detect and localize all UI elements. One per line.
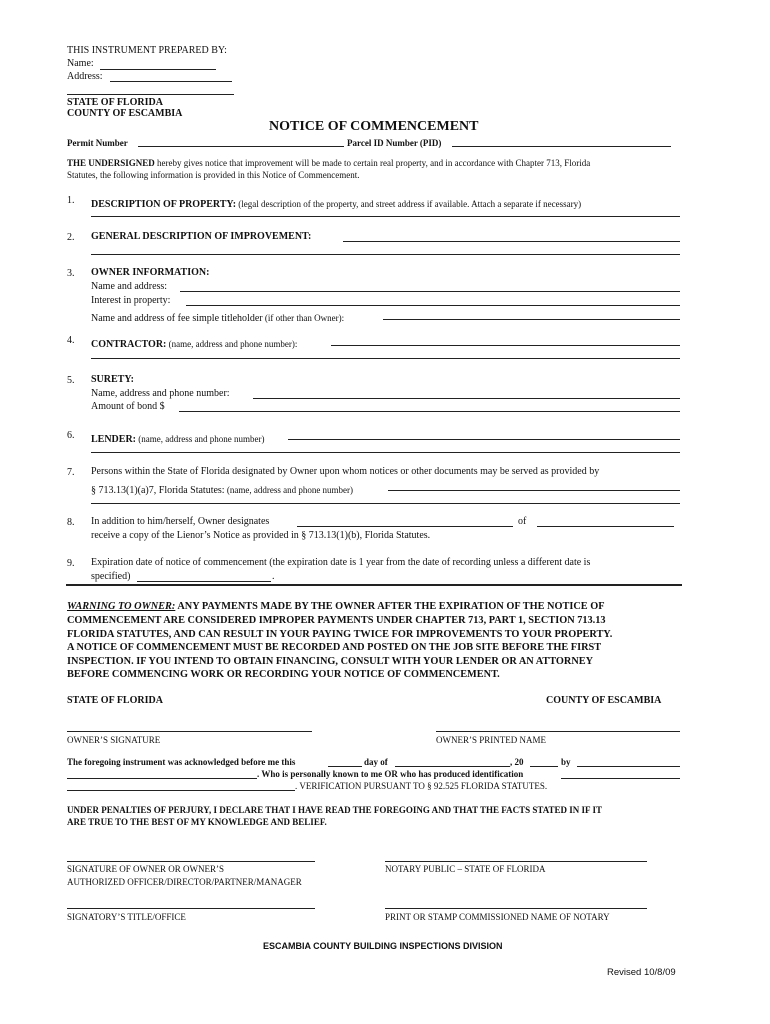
owner-signature-field[interactable] <box>67 731 312 732</box>
item3-fee-label <box>91 308 344 326</box>
sig-owner-label-1: SIGNATURE OF OWNER OR OWNER’S <box>67 864 224 874</box>
ack-id-type-field[interactable] <box>67 790 295 791</box>
item7-line-2 <box>91 480 353 498</box>
prepared-name-label: Name: <box>67 58 94 69</box>
sig-owner-label-2: AUTHORIZED OFFICER/DIRECTOR/PARTNER/MANAGER <box>67 877 302 887</box>
ack-line-1a: The foregoing instrument was acknowledged before me this <box>67 757 296 767</box>
footer-revised: Revised 10/8/09 <box>607 967 676 978</box>
prepared-address-line[interactable] <box>110 81 232 82</box>
item9-line-2: specified) <box>91 571 131 582</box>
designee-field-2[interactable] <box>91 503 680 504</box>
item3-name-label: Name and address: <box>91 281 168 292</box>
item6-heading <box>91 429 264 447</box>
ack-line-1c: , 20 <box>510 757 524 767</box>
item1-note: (legal description of the property, and street address if available. Attach a separate if necessary) <box>236 199 582 209</box>
prepared-heading: THIS INSTRUMENT PREPARED BY: <box>67 45 227 56</box>
item9-line-1: Expiration date of notice of commencement (the expiration date is 1 year from the date of recording unless a different date is <box>91 557 591 568</box>
item8-line-1: In addition to him/herself, Owner designates <box>91 516 270 527</box>
item2-field-2[interactable] <box>91 254 680 255</box>
section-divider <box>66 584 682 586</box>
expiration-date-field[interactable] <box>137 581 271 582</box>
ack-county: COUNTY OF ESCAMBIA <box>546 695 662 706</box>
warning-line-5: INSPECTION. IF YOU INTEND TO OBTAIN FINANCING, CONSULT WITH YOUR LENDER OR AN ATTORNEY <box>67 656 594 667</box>
header-state: STATE OF FLORIDA <box>67 97 163 108</box>
ack-month-field[interactable] <box>395 766 510 767</box>
warning-line-4: A NOTICE OF COMMENCEMENT MUST BE RECORDED AND POSTED ON THE JOB SITE BEFORE THE FIRST <box>67 642 602 653</box>
intro-line-1 <box>67 158 590 168</box>
item8-of: of <box>518 516 527 527</box>
footer-division: ESCAMBIA COUNTY BUILDING INSPECTIONS DIVISION <box>263 941 503 951</box>
ack-person-field[interactable] <box>67 778 257 779</box>
owner-signature-label: OWNER’S SIGNATURE <box>67 735 161 745</box>
item3-title: OWNER INFORMATION: <box>91 267 210 278</box>
ack-year-field[interactable] <box>530 766 558 767</box>
ack-line-1d: by <box>561 757 571 767</box>
interest-field[interactable] <box>186 305 680 306</box>
item1-heading <box>91 194 581 212</box>
notary-signature-line[interactable] <box>385 861 647 862</box>
prepared-address-line-2[interactable] <box>67 94 234 95</box>
ack-by-field[interactable] <box>577 766 680 767</box>
item8-line-2: receive a copy of the Lienor’s Notice as provided in § 713.13(1)(b), Florida Statutes. <box>91 530 431 541</box>
owner-designee-field[interactable] <box>297 526 513 527</box>
intro-bold-lead: THE UNDERSIGNED <box>67 158 155 168</box>
notary-name-line[interactable] <box>385 908 647 909</box>
item1-title: DESCRIPTION OF PROPERTY: <box>91 199 237 210</box>
ack-identification-field[interactable] <box>561 778 680 779</box>
intro-line-1-text: hereby gives notice that improvement will be made to certain real property, and in accordance with Chapter 713, Florida <box>154 158 591 168</box>
owner-designee-of-field[interactable] <box>537 526 674 527</box>
owner-name-field[interactable] <box>180 291 680 292</box>
surety-field[interactable] <box>253 398 680 399</box>
warning-line-2: COMMENCEMENT ARE CONSIDERED IMPROPER PAYMENTS UNDER CHAPTER 713, PART 1, SECTION 713.13 <box>67 615 606 626</box>
warning-line-6: BEFORE COMMENCING WORK OR RECORDING YOUR NOTICE OF COMMENCEMENT. <box>67 669 500 680</box>
item5-title: SURETY: <box>91 374 134 385</box>
ack-line-1b: day of <box>364 757 388 767</box>
item-number: 6. <box>67 430 75 441</box>
ack-line-2: . Who is personally known to me OR who has produced identification <box>257 769 524 779</box>
owner-printed-label: OWNER’S PRINTED NAME <box>436 735 546 745</box>
notary-name-label: PRINT OR STAMP COMMISSIONED NAME OF NOTARY <box>385 912 610 922</box>
perjury-line-2: ARE TRUE TO THE BEST OF MY KNOWLEDGE AND BELIEF. <box>67 817 327 827</box>
lender-field[interactable] <box>288 439 680 440</box>
item7-line-1: Persons within the State of Florida designated by Owner upon whom notices or other documents may be served as provided by <box>91 466 600 477</box>
ack-day-field[interactable] <box>328 766 362 767</box>
item4-title: CONTRACTOR: <box>91 339 167 350</box>
ack-line-3: . VERIFICATION PURSUANT TO § 92.525 FLORIDA STATUTES. <box>295 781 548 791</box>
item-number: 8. <box>67 517 75 528</box>
item5-bond-label: Amount of bond $ <box>91 401 165 412</box>
item5-name-label: Name, address and phone number: <box>91 388 230 399</box>
item6-note: (name, address and phone number) <box>136 434 265 444</box>
perjury-line-1: UNDER PENALTIES OF PERJURY, I DECLARE THAT I HAVE READ THE FOREGOING AND THAT THE FACTS STATED IN IF IT <box>67 805 602 815</box>
item3-fee-note: (if other than Owner): <box>262 313 345 323</box>
signatory-title-line[interactable] <box>67 908 315 909</box>
warning-line-3: FLORIDA STATUTES, AND CAN RESULT IN YOUR PAYING TWICE FOR IMPROVEMENTS TO YOUR PROPERTY. <box>67 629 613 640</box>
page-title: NOTICE OF COMMENCEMENT <box>269 119 479 134</box>
item7-line-2-text: § 713.13(1)(a)7, Florida Statutes: <box>91 485 225 496</box>
item1-field[interactable] <box>91 216 680 217</box>
item-number: 1. <box>67 195 75 206</box>
intro-line-2: Statutes, the following information is provided in this Notice of Commencement. <box>67 170 360 180</box>
warning-line-1 <box>67 600 605 614</box>
designee-field[interactable] <box>388 490 680 491</box>
item6-title: LENDER: <box>91 434 137 445</box>
bond-amount-field[interactable] <box>179 411 680 412</box>
header-county: COUNTY OF ESCAMBIA <box>67 108 183 119</box>
prepared-address-label: Address: <box>67 71 103 82</box>
contractor-field[interactable] <box>331 345 680 346</box>
owner-printed-name-field[interactable] <box>436 731 680 732</box>
parcel-label: Parcel ID Number (PID) <box>347 138 442 148</box>
item-number: 5. <box>67 375 75 386</box>
lender-field-2[interactable] <box>91 452 680 453</box>
ack-state: STATE OF FLORIDA <box>67 695 163 706</box>
item-number: 3. <box>67 268 75 279</box>
item-number: 4. <box>67 335 75 346</box>
titleholder-field[interactable] <box>383 319 680 320</box>
item2-field[interactable] <box>343 241 680 242</box>
parcel-id-field[interactable] <box>452 146 671 147</box>
item4-note: (name, address and phone number): <box>166 339 298 349</box>
warning-line-1-text: ANY PAYMENTS MADE BY THE OWNER AFTER THE EXPIRATION OF THE NOTICE OF <box>175 601 605 612</box>
item9-end: . <box>272 571 275 582</box>
item3-fee-text: Name and address of fee simple titleholder <box>91 313 263 324</box>
signatory-title-label: SIGNATORY’S TITLE/OFFICE <box>67 912 186 922</box>
notary-public-label: NOTARY PUBLIC – STATE OF FLORIDA <box>385 864 546 874</box>
item7-note: (name, address and phone number) <box>224 485 354 495</box>
prepared-name-line[interactable] <box>100 69 216 70</box>
item-number: 9. <box>67 558 75 569</box>
item2-title: GENERAL DESCRIPTION OF IMPROVEMENT: <box>91 231 312 242</box>
permit-label: Permit Number <box>67 138 128 148</box>
item4-heading <box>91 334 297 352</box>
owner-signature-line[interactable] <box>67 861 315 862</box>
item-number: 2. <box>67 232 75 243</box>
item3-interest-label: Interest in property: <box>91 295 171 306</box>
contractor-field-2[interactable] <box>91 358 680 359</box>
item-number: 7. <box>67 467 75 478</box>
warning-lead: WARNING TO OWNER: <box>67 601 176 612</box>
permit-number-field[interactable] <box>138 146 344 147</box>
